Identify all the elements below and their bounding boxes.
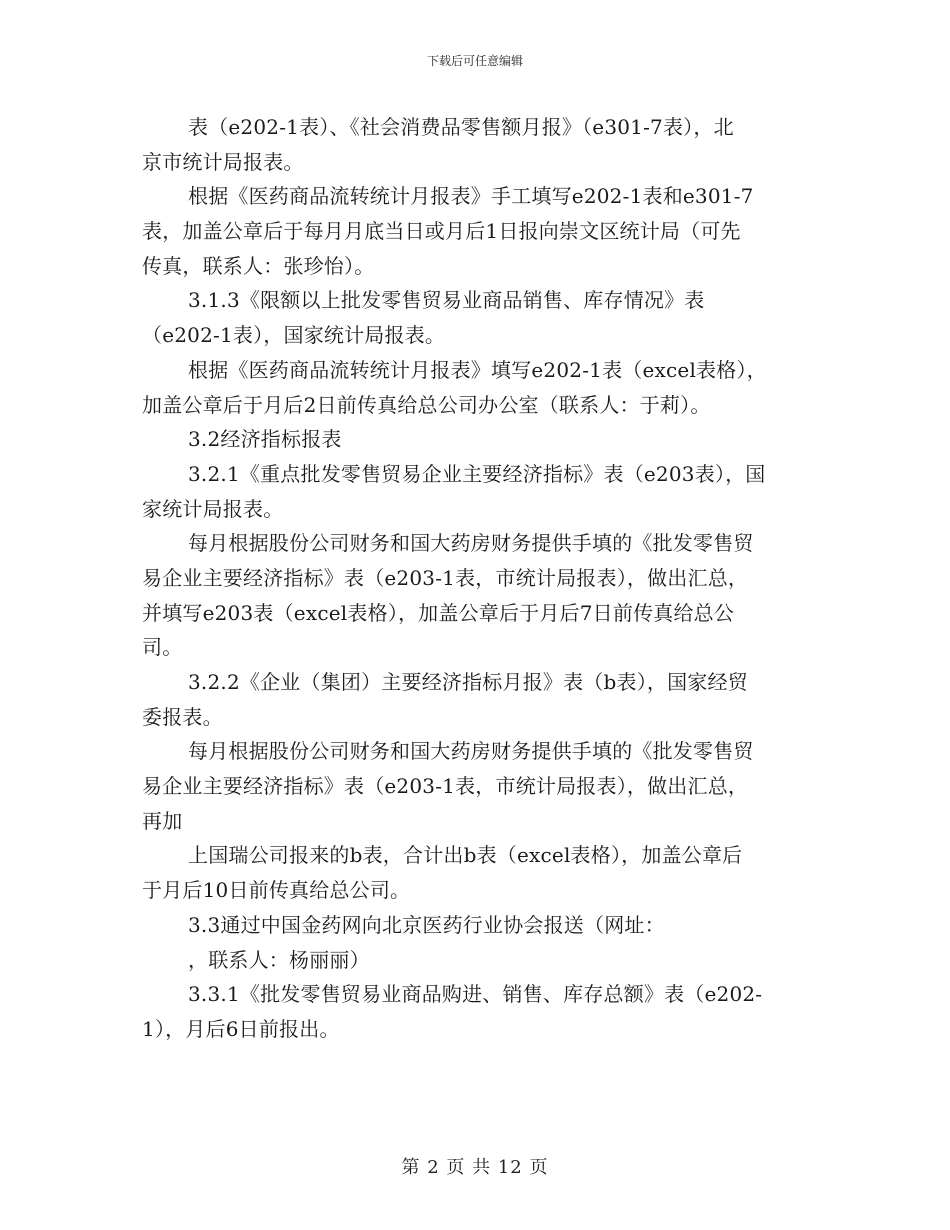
text-line: 司。 — [142, 635, 183, 660]
text-line: 3.2经济指标报表 — [188, 427, 342, 452]
text-line: 1），月后6日前报出。 — [142, 1016, 340, 1041]
text-line: 3.3.1《批发零售贸易业商品购进、销售、库存总额》表（e202- — [188, 982, 763, 1007]
text-line: 易企业主要经济指标》表（e203-1表，市统计局报表），做出汇总， — [142, 774, 749, 799]
text-line: 根据《医药商品流转统计月报表》手工填写e202-1表和e301-7 — [188, 184, 754, 209]
text-line: 上国瑞公司报来的b表，合计出b表（excel表格），加盖公章后 — [188, 843, 743, 868]
text-line: 加盖公章后于月后2日前传真给总公司办公室（联系人：于莉）。 — [142, 392, 711, 417]
text-line: 家统计局报表。 — [142, 496, 284, 521]
text-line: 表（e202-1表）、《社会消费品零售额月报》（e301-7表），北 — [188, 115, 734, 139]
text-line: 3.3通过中国金药网向北京医药行业协会报送（网址： — [188, 912, 665, 937]
text-line: 委报表。 — [142, 704, 223, 729]
text-line: 3.1.3《限额以上批发零售贸易业商品销售、库存情况》表 — [188, 288, 705, 313]
body-text — [142, 110, 812, 1047]
text-line: 京市统计局报表。 — [142, 149, 304, 174]
text-line: 每月根据股份公司财务和国大药房财务提供手填的《批发零售贸 — [188, 739, 754, 764]
text-line: 传真，联系人：张珍怡）。 — [142, 253, 375, 278]
text-line: 再加 — [142, 808, 183, 833]
text-line: ，联系人：杨丽丽） — [188, 947, 370, 972]
page-footer: 第 2 页 共 12 页 — [401, 1157, 549, 1178]
text-line: 3.2.2《企业（集团）主要经济指标月报》表（b表），国家经贸 — [188, 670, 748, 694]
text-line: 每月根据股份公司财务和国大药房财务提供手填的《批发零售贸 — [188, 531, 754, 556]
text-line: 易企业主要经济指标》表（e203-1表，市统计局报表），做出汇总， — [142, 565, 749, 590]
header-note: 下载后可任意编辑 — [426, 54, 523, 68]
text-line: 表，加盖公章后于每月月底当日或月后1日报向崇文区统计局（可先 — [142, 219, 741, 244]
text-line: 于月后10日前传真给总公司。 — [142, 878, 411, 903]
text-line: 根据《医药商品流转统计月报表》填写e202-1表（excel表格）， — [188, 357, 767, 382]
text-line: 并填写e203表（excel表格），加盖公章后于月后7日前传真给总公 — [142, 600, 735, 625]
text-line: （e202-1表），国家统计局报表。 — [142, 323, 446, 348]
text-line: 3.2.1《重点批发零售贸易企业主要经济指标》表（e203表），国 — [188, 461, 766, 486]
